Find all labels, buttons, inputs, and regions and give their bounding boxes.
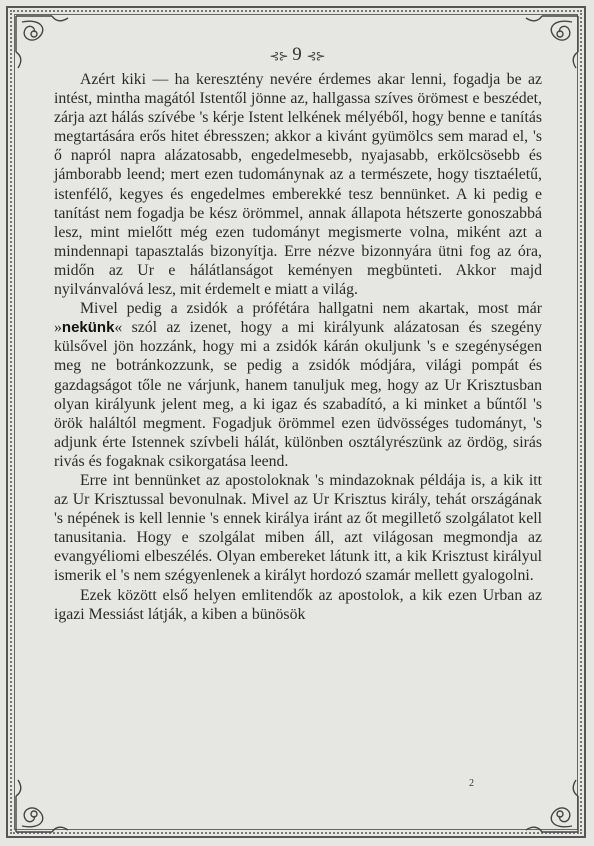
body-text xyxy=(54,70,542,624)
signature-mark: 2 xyxy=(469,778,474,789)
paragraph-text: Azért kiki — ha keresztény nevére érdemes akar lenni, fogadja be az intést, mintha magától Istentől jönne az, hallgassa szíves örömest e beszédet, zárja azt hálás szívébe 's kérje Istent lelkének mélyéből, hogy benne e tanítás megtartására erős hitet ébresszen; akkor a kivánt gyümölcs sem marad el, 's ő napról napra alázatosabb, engedelmesebb, nyajasabb, erkölcsösebb és jámborabb leend; mert ezen tudománynak az a természete, hogy tisztaéletű, istenfélő, kegyes és engedelmes emberekké tesz bennünket. A ki pedig e tanítást nem fogadja be kész örömmel, annak állapota hétszerte gonoszabbá lesz, mint mielőtt még ezen tudományt megismerte volna, miként azt a mindennapi tapasztalás bizonyítja. Erre nézve bizonnyára ütni fog az óra, midőn az Ur e hálátlanságot keményen megbünteti. Akkor majd nyilvánvalóvá lesz, mit érdemelt e miatt a világ. xyxy=(54,71,542,299)
header-ornament-right: ⊰⊱ xyxy=(306,49,325,63)
paragraph-text: Ezek között első helyen emlitendők az apostolok, a kik ezen Urban az igazi Messiást látják, a kiben a bünösök xyxy=(54,586,542,623)
paragraph-text: Erre int bennünket az apostoloknak 's mindazoknak példája is, a kik itt az Ur Krisztussal bevonulnak. Mivel az Ur Krisztus király, tehát országának 's népének is kell lennie 's ennek királya iránt az őt megillető szolgálatot kell tanusitania. Hogy e szolgálat miben áll, azt világosan megmondja az evangyéliomi elbeszélés. Olyan embereket látunk itt, a kik Krisztust királyul ismerik el 's nem szégyenlenek a királyt hordozó szamár mellett gyalogolni. xyxy=(54,471,542,585)
paragraph xyxy=(54,471,542,586)
corner-ornament-bottom-left xyxy=(12,774,74,836)
page-number: 9 xyxy=(292,44,302,65)
paragraph xyxy=(54,586,542,624)
page-header xyxy=(0,44,594,66)
corner-ornament-bottom-right xyxy=(520,774,582,836)
header-ornament-left: ⊰⊱ xyxy=(269,49,288,63)
paragraph xyxy=(54,70,542,299)
paragraph xyxy=(54,299,542,471)
paragraph-text: Mivel pedig a zsidók a prófétára hallgatni nem akartak, most már » xyxy=(54,300,542,337)
paragraph-text: « szól az izenet, hogy a mi királyunk alázatosan és szegény külsővel jön hozzánk, hogy mi a zsidók kárán okuljunk 's e szegénységen meg ne botránkozzunk, se pedig a zsidók módjára, világi pompát és gazdagságot tőle ne várjunk, hanem tanuljuk meg, hogy az Ur Krisztusban olyan királyunk jelent meg, a ki igaz és szabadító, a ki minket a bűntől 's örök haláltól megment. Fogadjuk örömmel ezen üdvösséges tudományt, 's adjunk érte Istennek szívbeli hálát, különben osztályrészünk az ördög, sirás rivás és fogaknak csikorgatása leend. xyxy=(54,319,542,470)
emphasized-word: nekünk xyxy=(61,319,115,337)
